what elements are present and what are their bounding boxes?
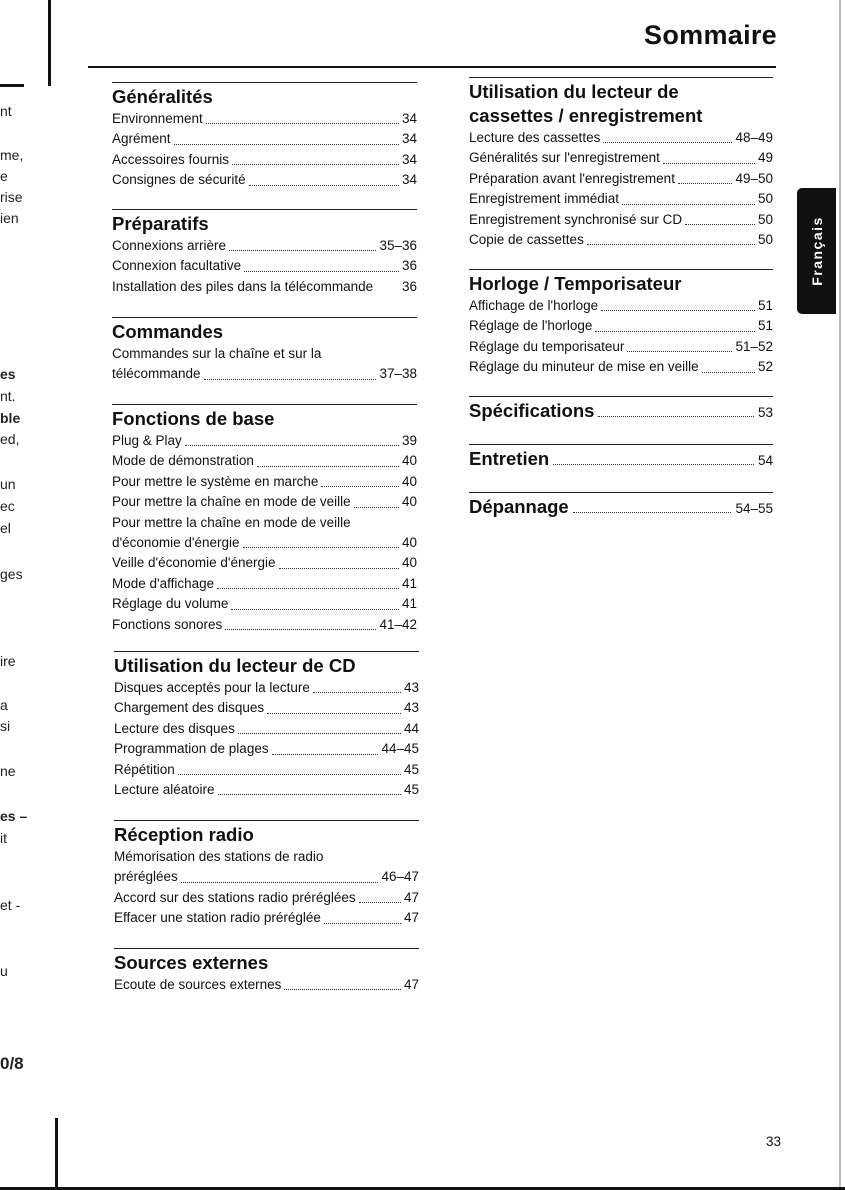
margin-fragment: ec	[0, 498, 15, 514]
toc-heading-entry[interactable]	[469, 399, 773, 423]
toc-section-depannage[interactable]	[469, 492, 773, 519]
toc-entry-page: 40	[401, 473, 417, 489]
toc-entry-page: 52	[757, 359, 773, 375]
toc-entry-page: 46–47	[381, 869, 419, 885]
toc-entry-page: 54	[757, 453, 773, 468]
toc-entry-page: 40	[401, 453, 417, 469]
toc-section-commandes	[112, 317, 417, 385]
toc-entry[interactable]	[112, 553, 417, 573]
toc-section-fonctions-de-base	[112, 404, 417, 635]
toc-entry[interactable]	[112, 129, 417, 149]
toc-entry-text: Copie de cassettes	[469, 232, 584, 248]
section-heading: Réception radio	[114, 824, 254, 845]
margin-fragment: ed,	[0, 431, 20, 447]
section-rule	[469, 269, 773, 270]
section-heading: Fonctions de base	[112, 408, 275, 429]
toc-entry-page: 45	[403, 761, 419, 777]
toc-entry-page: 51	[757, 318, 773, 334]
toc-entry[interactable]	[469, 296, 773, 316]
toc-entry-text: Lecture aléatoire	[114, 782, 215, 798]
toc-entry-page: 48–49	[735, 130, 773, 145]
toc-section-preparatifs	[112, 209, 417, 297]
toc-entry-text: Chargement des disques	[114, 700, 265, 716]
toc-entry[interactable]	[469, 210, 773, 230]
margin-fragment: 0/8	[0, 1054, 24, 1073]
margin-fragment: et -	[0, 897, 21, 913]
margin-fragment: me,	[0, 147, 24, 163]
toc-entry[interactable]	[114, 698, 419, 718]
toc-section-sources-externes	[114, 948, 419, 995]
toc-entry[interactable]	[114, 867, 419, 887]
toc-entry-text: préréglées	[114, 869, 178, 885]
toc-entry-text: Accessoires fournis	[112, 151, 230, 167]
toc-entry-page: 44–45	[381, 741, 419, 757]
section-rule	[114, 820, 419, 821]
page-edge	[839, 0, 841, 1190]
margin-fragment: es –	[0, 808, 28, 824]
toc-entry-text: Lecture des cassettes	[469, 130, 601, 145]
margin-fragment: nt.	[0, 388, 16, 404]
toc-entry[interactable]	[112, 170, 417, 190]
toc-entry-page: 43	[403, 680, 419, 695]
toc-entry-text: Préparation avant l'enregistrement	[469, 170, 675, 186]
toc-entry-text: Affichage de l'horloge	[469, 298, 599, 313]
toc-entry-text: Réglage du temporisateur	[469, 338, 625, 354]
toc-entry[interactable]	[469, 316, 773, 336]
toc-entry[interactable]	[112, 594, 417, 614]
section-heading: Dépannage	[469, 496, 569, 517]
toc-entry-text: Accord sur des stations radio préréglées	[114, 889, 356, 905]
toc-entry[interactable]	[112, 150, 417, 170]
toc-entry[interactable]	[469, 337, 773, 357]
section-rule	[112, 209, 417, 210]
section-rule	[469, 492, 773, 493]
toc-entry[interactable]	[469, 148, 773, 168]
margin-fragment: ble	[0, 410, 21, 426]
page-title: Sommaire	[644, 20, 777, 50]
toc-entry-text: télécommande	[112, 366, 201, 382]
toc-entry[interactable]	[112, 236, 417, 256]
toc-entry-text: Pour mettre le système en marche	[112, 473, 319, 489]
toc-entry-page: 51–52	[735, 338, 773, 354]
toc-entry-text: Réglage du minuteur de mise en veille	[469, 359, 699, 375]
toc-entry-text: Lecture des disques	[114, 720, 235, 736]
toc-section-generalites	[112, 82, 417, 191]
toc-entry-page: 41	[401, 596, 417, 612]
toc-entry[interactable]	[112, 277, 417, 297]
toc-section-entretien[interactable]	[469, 444, 773, 471]
toc-entry-text: Enregistrement immédiat	[469, 191, 620, 207]
toc-entry[interactable]	[112, 533, 417, 553]
toc-entry-page: 43	[403, 700, 419, 716]
toc-entry[interactable]	[112, 574, 417, 594]
section-rule	[469, 444, 773, 445]
toc-entry-line: Mémorisation des stations de radio	[114, 849, 324, 864]
toc-entry[interactable]	[114, 719, 419, 739]
toc-entry-line: Pour mettre la chaîne en mode de veille	[112, 514, 351, 530]
toc-section-lecteur-cd	[114, 651, 419, 800]
toc-entry-page: 37–38	[379, 366, 417, 382]
toc-entry-text: Connexion facultative	[112, 258, 242, 274]
toc-entry-page: 34	[401, 172, 417, 188]
toc-entry-page: 47	[403, 889, 419, 905]
margin-fragment: es	[0, 366, 16, 382]
page-number: 33	[766, 1134, 782, 1149]
toc-entry-page: 40	[401, 555, 417, 571]
toc-entry[interactable]	[469, 230, 773, 250]
toc-entry[interactable]	[469, 128, 773, 148]
toc-entry-text: Réglage de l'horloge	[469, 318, 593, 334]
section-rule	[469, 396, 773, 397]
toc-entry[interactable]	[114, 780, 419, 800]
toc-entry[interactable]	[114, 739, 419, 759]
toc-entry-text: Répétition	[114, 761, 175, 777]
toc-entry-line: Commandes sur la chaîne et sur la	[112, 346, 322, 361]
toc-entry-text: Connexions arrière	[112, 238, 227, 253]
toc-entry-text: Mode d'affichage	[112, 575, 215, 591]
toc-entry[interactable]	[469, 357, 773, 377]
toc-entry-page: 36	[401, 278, 417, 294]
toc-entry[interactable]	[114, 888, 419, 908]
toc-section-specifications[interactable]	[469, 396, 773, 423]
toc-entry[interactable]	[469, 189, 773, 209]
toc-entry-page: 50	[757, 232, 773, 248]
binding-line	[55, 1118, 58, 1190]
toc-entry-page: 36	[401, 258, 417, 274]
toc-entry[interactable]	[469, 169, 773, 189]
toc-heading-entry[interactable]	[469, 447, 773, 471]
toc-entry-page: 49	[757, 150, 773, 166]
toc-entry-text: d'économie d'énergie	[112, 535, 240, 551]
toc-entry-text: Consignes de sécurité	[112, 172, 246, 188]
margin-fragment: un	[0, 476, 16, 492]
section-heading: Horloge / Temporisateur	[469, 273, 682, 294]
toc-entry-page: 54–55	[735, 501, 773, 516]
toc-entry-page: 49–50	[735, 170, 773, 186]
toc-entry[interactable]	[112, 431, 417, 451]
toc-entry-page: 50	[757, 211, 773, 227]
language-tab-label: Français	[808, 216, 825, 286]
toc-entry-page: 39	[401, 433, 417, 448]
section-heading: Entretien	[469, 448, 550, 469]
toc-section-horloge	[469, 269, 773, 378]
toc-entry-text: Effacer une station radio préréglée	[114, 910, 321, 926]
toc-entry[interactable]	[114, 975, 419, 995]
section-heading: Sources externes	[114, 952, 269, 973]
margin-fragment: e	[0, 168, 8, 184]
toc-entry-page: 44	[403, 720, 419, 736]
section-rule	[112, 317, 417, 318]
toc-entry-text: Fonctions sonores	[112, 616, 223, 632]
margin-fragment: si	[0, 718, 11, 734]
toc-section-cassettes	[469, 77, 773, 250]
toc-entry[interactable]	[114, 908, 419, 928]
margin-fragment: u	[0, 963, 8, 979]
toc-entry-text: Généralités sur l'enregistrement	[469, 150, 660, 166]
margin-fragment: ien	[0, 210, 19, 226]
language-tab	[797, 188, 836, 314]
margin-fragment: el	[0, 520, 11, 536]
toc-entry[interactable]	[112, 492, 417, 512]
toc-section-reception-radio	[114, 820, 419, 929]
binding-line	[0, 84, 24, 87]
toc-entry[interactable]	[114, 678, 419, 698]
toc-entry-page: 50	[757, 191, 773, 207]
toc-entry-page: 51	[757, 298, 773, 313]
section-rule	[112, 82, 417, 83]
toc-entry-text: Environnement	[112, 111, 203, 126]
toc-entry-text: Plug & Play	[112, 433, 182, 448]
toc-entry[interactable]	[114, 760, 419, 780]
margin-fragment: ne	[0, 763, 16, 779]
toc-entry-text: Programmation de plages	[114, 741, 269, 757]
section-heading: Utilisation du lecteur de CD	[114, 655, 356, 676]
section-heading: Spécifications	[469, 400, 595, 421]
toc-entry-text: Ecoute de sources externes	[114, 977, 282, 992]
margin-fragment: rise	[0, 189, 23, 205]
toc-entry-page: 45	[403, 782, 419, 798]
margin-fragment: a	[0, 697, 8, 713]
toc-entry[interactable]	[112, 451, 417, 471]
section-heading: Utilisation du lecteur de cassettes / enregistrement	[469, 81, 703, 126]
margin-fragment: ges	[0, 566, 23, 582]
toc-entry-text: Disques acceptés pour la lecture	[114, 680, 310, 695]
toc-entry-page: 35–36	[379, 238, 417, 253]
margin-fragment: ire	[0, 653, 16, 669]
toc-entry-page: 34	[401, 131, 417, 147]
binding-line	[48, 0, 51, 86]
toc-entry[interactable]	[112, 256, 417, 276]
toc-entry[interactable]	[112, 364, 417, 384]
section-rule	[114, 948, 419, 949]
section-rule	[114, 651, 419, 652]
section-rule	[112, 404, 417, 405]
section-rule	[469, 77, 773, 78]
toc-entry-page: 34	[401, 151, 417, 167]
toc-entry-page: 47	[403, 977, 419, 992]
toc-entry-text: Installation des piles dans la télécommande	[112, 278, 374, 294]
toc-entry-page: 41–42	[379, 616, 417, 632]
margin-fragment: it	[0, 830, 7, 846]
title-rule	[88, 66, 776, 68]
toc-entry-text: Mode de démonstration	[112, 453, 254, 469]
section-heading: Généralités	[112, 86, 213, 107]
toc-entry-text: Veille d'économie d'énergie	[112, 555, 276, 571]
toc-entry[interactable]	[112, 472, 417, 492]
toc-entry-page: 53	[757, 405, 773, 420]
toc-entry-text: Pour mettre la chaîne en mode de veille	[112, 494, 351, 510]
toc-entry-page: 41	[401, 575, 417, 591]
toc-entry[interactable]	[112, 109, 417, 129]
toc-entry-page: 40	[401, 494, 417, 510]
toc-entry-page: 40	[401, 535, 417, 551]
toc-entry[interactable]	[112, 615, 417, 635]
toc-entry-page: 47	[403, 910, 419, 926]
section-heading: Préparatifs	[112, 213, 209, 234]
section-heading: Commandes	[112, 321, 224, 342]
margin-fragment: nt	[0, 103, 12, 119]
toc-entry-text: Réglage du volume	[112, 596, 229, 612]
toc-heading-entry[interactable]	[469, 495, 773, 519]
toc-entry-text: Agrément	[112, 131, 171, 147]
toc-entry-text: Enregistrement synchronisé sur CD	[469, 211, 683, 227]
toc-entry-page: 34	[401, 111, 417, 126]
